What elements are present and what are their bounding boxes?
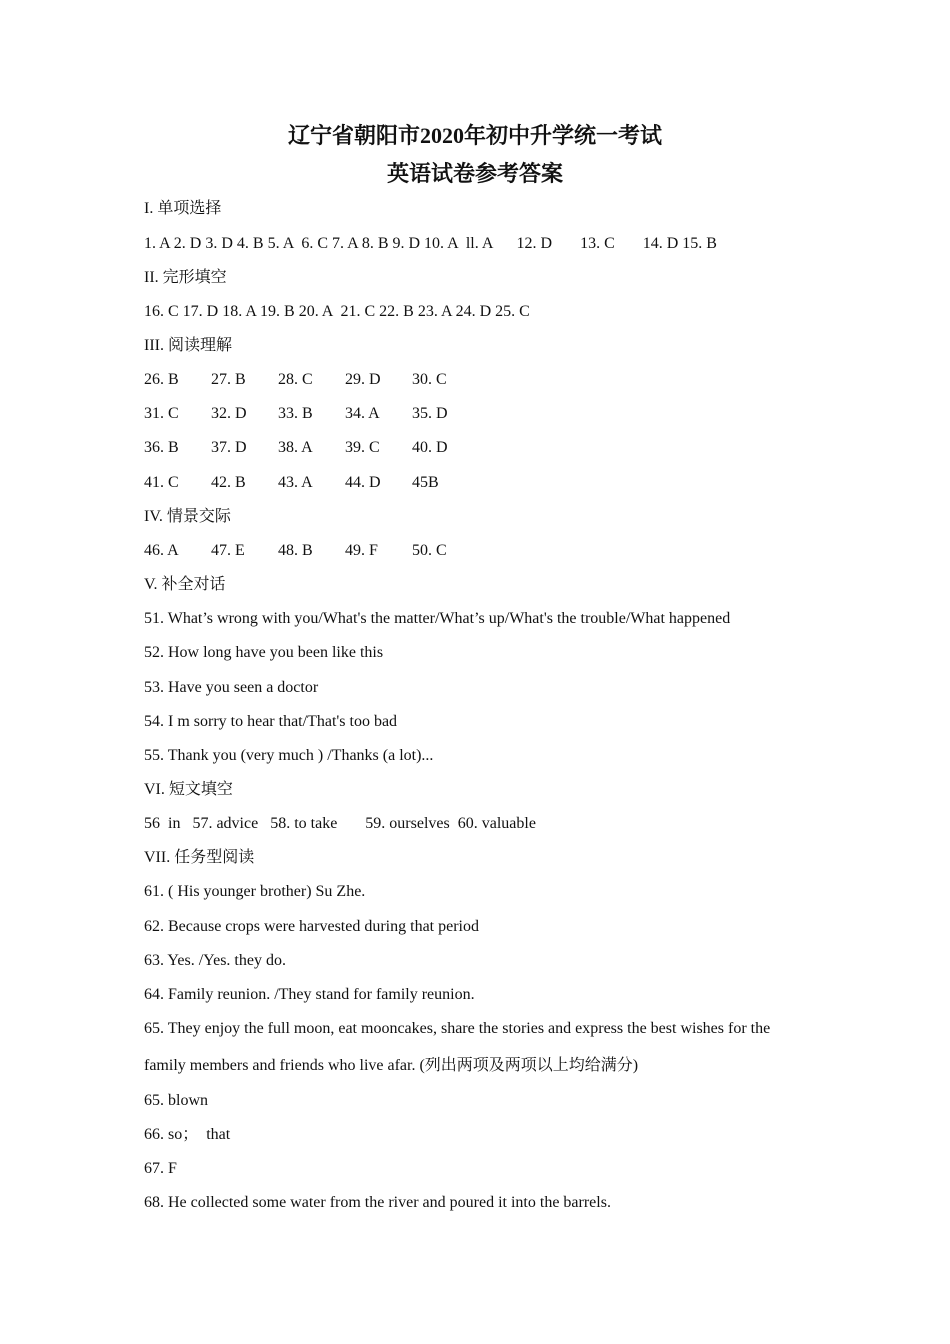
section-2-heading: II. 完形填空	[144, 269, 227, 286]
section-6-answers: 56 in 57. advice 58. to take 59. ourselves 60. valuable	[144, 815, 536, 832]
answer-cell: 35. D	[412, 405, 448, 422]
answer-line: 66. so； that	[144, 1126, 231, 1143]
answer-cell: 50. C	[412, 542, 447, 559]
answer-cell: 40. D	[412, 439, 448, 456]
answer-line: 61. ( His younger brother) Su Zhe.	[144, 883, 366, 900]
answer-line: 55. Thank you (very much ) /Thanks (a lot)...	[144, 747, 434, 764]
section-1-heading: I. 单项选择	[144, 200, 222, 217]
answer-cell: 37. D	[211, 439, 247, 456]
section-3-heading: III. 阅读理解	[144, 337, 232, 354]
answer-cell: 49. F	[345, 542, 378, 559]
answer-cell: 43. A	[278, 474, 313, 491]
document-title-line-2: 英语试卷参考答案	[386, 161, 563, 186]
answer-cell: 30. C	[412, 371, 447, 388]
answer-cell: 38. A	[278, 439, 313, 456]
answer-cell: 28. C	[278, 371, 313, 388]
answer-cell: 48. B	[278, 542, 313, 559]
section-5-heading: V. 补全对话	[144, 576, 226, 593]
answer-line: 64. Family reunion. /They stand for family reunion.	[144, 986, 475, 1003]
answer-cell: 44. D	[345, 474, 381, 491]
answer-cell: 45B	[412, 474, 439, 491]
answer-cell: 31. C	[144, 405, 179, 422]
answer-cell: 39. C	[345, 439, 380, 456]
document-title-line-1: 辽宁省朝阳市2020年初中升学统一考试	[287, 123, 662, 148]
answer-cell: 34. A	[345, 405, 380, 422]
answer-line: 51. What’s wrong with you/What's the matter/What’s up/What's the trouble/What happened	[144, 610, 731, 627]
section-1-answers: 1. A 2. D 3. D 4. B 5. A 6. C 7. A 8. B 9. D 10. A ll. A 12. D 13. C 14. D 15. B	[144, 235, 717, 252]
section-7-heading: VII. 任务型阅读	[144, 849, 255, 866]
answer-cell: 33. B	[278, 405, 313, 422]
answer-cell: 46. A	[144, 542, 179, 559]
answer-line: 65. blown	[144, 1092, 208, 1109]
answer-line: family members and friends who live afar. (列出两项及两项以上均给满分)	[144, 1057, 639, 1074]
answer-line: 67. F	[144, 1160, 177, 1177]
answer-cell: 29. D	[345, 371, 381, 388]
answer-line: 54. I m sorry to hear that/That's too bad	[144, 713, 398, 730]
answer-cell: 26. B	[144, 371, 179, 388]
answer-line: 65. They enjoy the full moon, eat mooncakes, share the stories and express the best wishes for the	[144, 1020, 771, 1037]
answer-cell: 41. C	[144, 474, 179, 491]
section-2-answers: 16. C 17. D 18. A 19. B 20. A 21. C 22. B 23. A 24. D 25. C	[144, 303, 530, 320]
answer-line: 53. Have you seen a doctor	[144, 679, 319, 696]
answer-cell: 32. D	[211, 405, 247, 422]
answer-cell: 36. B	[144, 439, 179, 456]
section-6-heading: VI. 短文填空	[144, 781, 233, 798]
answer-cell: 42. B	[211, 474, 246, 491]
answer-cell: 27. B	[211, 371, 246, 388]
answer-cell: 47. E	[211, 542, 245, 559]
section-4-heading: IV. 情景交际	[144, 508, 231, 525]
answer-line: 68. He collected some water from the river and poured it into the barrels.	[144, 1194, 611, 1211]
answer-line: 62. Because crops were harvested during that period	[144, 918, 479, 935]
answer-line: 63. Yes. /Yes. they do.	[144, 952, 286, 969]
answer-line: 52. How long have you been like this	[144, 644, 384, 661]
